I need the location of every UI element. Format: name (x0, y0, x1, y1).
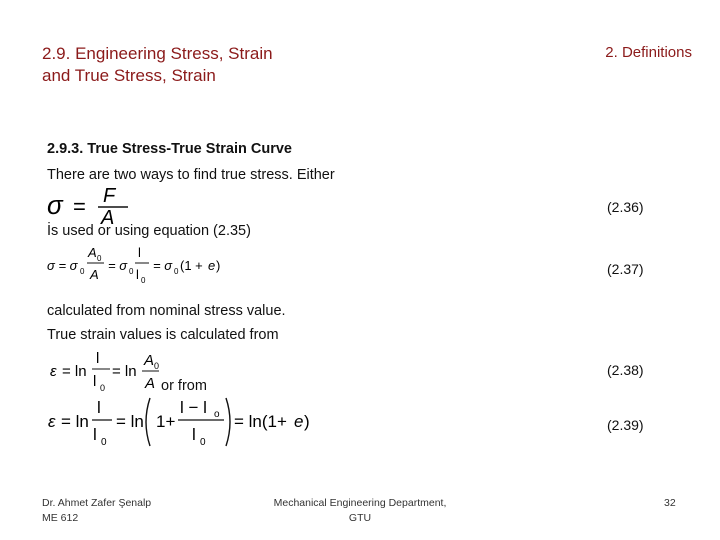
svg-text:A: A (88, 245, 97, 260)
svg-text:= ln: = ln (61, 412, 89, 431)
svg-text:A: A (90, 267, 99, 282)
equation-2-36 (45, 184, 135, 226)
svg-text:A: A (145, 375, 156, 392)
svg-text:e: e (294, 412, 304, 431)
body-line-2: İs used or using equation (2.35) (47, 223, 251, 239)
footer-university: GTU (348, 512, 372, 524)
svg-text:l: l (192, 425, 196, 444)
svg-text:l: l (93, 425, 97, 444)
slide-title (42, 43, 273, 87)
footer-department: Mechanical Engineering Department, (273, 497, 447, 509)
section-label: 2. Definitions (605, 44, 692, 61)
svg-text:l: l (138, 245, 141, 260)
svg-text:= σ: = σ (108, 258, 128, 273)
svg-text:l: l (93, 373, 97, 390)
equation-number-2-39: (2.39) (607, 417, 644, 433)
svg-text:0: 0 (80, 267, 85, 276)
svg-text:0: 0 (174, 267, 179, 276)
footer-course: ME 612 (42, 512, 79, 524)
svg-text:(1 +: (1 + (180, 258, 203, 273)
svg-text:): ) (304, 412, 310, 431)
svg-text:σ: σ (47, 190, 63, 220)
svg-text:l: l (96, 350, 100, 367)
svg-text:o: o (214, 409, 220, 420)
svg-text:l: l (97, 398, 101, 417)
equation-number-2-36: (2.36) (607, 199, 644, 215)
svg-text:σ = σ: σ = σ (47, 258, 78, 273)
svg-text:e: e (208, 258, 216, 273)
svg-text:0: 0 (129, 267, 134, 276)
svg-text:0: 0 (100, 383, 106, 393)
svg-text:= ln(1+: = ln(1+ (234, 412, 287, 431)
equation-2-39 (46, 396, 316, 450)
footer-author: Dr. Ahmet Zafer Şenalp (42, 497, 152, 509)
page-number: 32 (664, 497, 676, 509)
svg-text:l: l (136, 267, 139, 282)
svg-text:ε: ε (50, 363, 57, 380)
equation-number-2-38: (2.38) (607, 362, 644, 378)
or-from-label: or from (161, 378, 207, 394)
svg-text:ε: ε (48, 412, 56, 431)
svg-text:= σ: = σ (153, 258, 173, 273)
svg-text:0: 0 (141, 276, 146, 285)
svg-text:0: 0 (200, 437, 206, 448)
equation-number-2-37: (2.37) (607, 261, 644, 277)
svg-text:A: A (101, 207, 115, 226)
body-line-1: There are two ways to find true stress. Either (47, 167, 335, 183)
equation-2-37 (45, 244, 225, 290)
footer-author-block (42, 496, 151, 526)
subheading: 2.9.3. True Stress-True Strain Curve (47, 141, 292, 157)
svg-text:): ) (216, 258, 221, 273)
footer-department-block (262, 496, 458, 526)
svg-text:=: = (73, 194, 86, 219)
equation-2-38 (48, 350, 160, 396)
body-line-4: True strain values is calculated from (47, 327, 279, 343)
svg-text:l − l: l − l (180, 398, 207, 417)
svg-text:1+: 1+ (156, 412, 176, 431)
slide-title-line1: 2.9. Engineering Stress, Strain (42, 44, 273, 63)
svg-text:F: F (103, 185, 116, 207)
svg-text:0: 0 (97, 254, 102, 263)
svg-text:= ln: = ln (116, 412, 144, 431)
slide-title-line2: and True Stress, Strain (42, 66, 216, 85)
svg-text:= ln: = ln (62, 363, 87, 380)
svg-text:0: 0 (154, 361, 160, 371)
svg-text:= ln: = ln (112, 363, 137, 380)
svg-text:0: 0 (101, 437, 107, 448)
svg-text:A: A (144, 352, 155, 369)
body-line-3: calculated from nominal stress value. (47, 303, 286, 319)
